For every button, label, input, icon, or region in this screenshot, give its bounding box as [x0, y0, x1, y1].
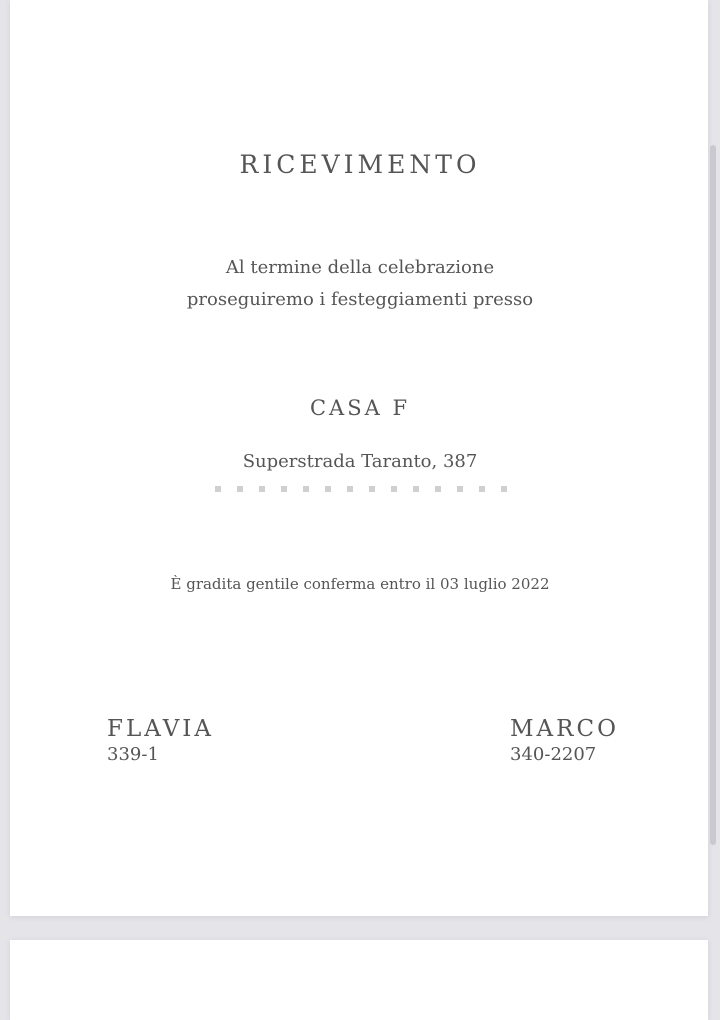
contact-marco: [510, 716, 619, 765]
contact-name: MARCO: [510, 716, 619, 742]
reception-intro: [0, 252, 720, 316]
intro-line-2: proseguiremo i festeggiamenti presso: [186, 289, 534, 310]
scrollbar[interactable]: [710, 145, 716, 845]
next-invitation-card: [10, 940, 708, 1020]
contact-flavia: [107, 716, 214, 765]
reception-title: RICEVIMENTO: [239, 150, 481, 179]
contact-phone[interactable]: 339-1: [107, 744, 159, 765]
contact-phone[interactable]: 340-2207: [510, 744, 597, 765]
rsvp-note: È gradita gentile conferma entro il 03 luglio 2022: [170, 575, 550, 593]
venue-name: CASA F: [309, 396, 411, 420]
intro-line-1: Al termine della celebrazione: [225, 257, 495, 278]
venue-address: Superstrada Taranto, 387: [242, 451, 478, 472]
contact-name: FLAVIA: [107, 716, 215, 742]
